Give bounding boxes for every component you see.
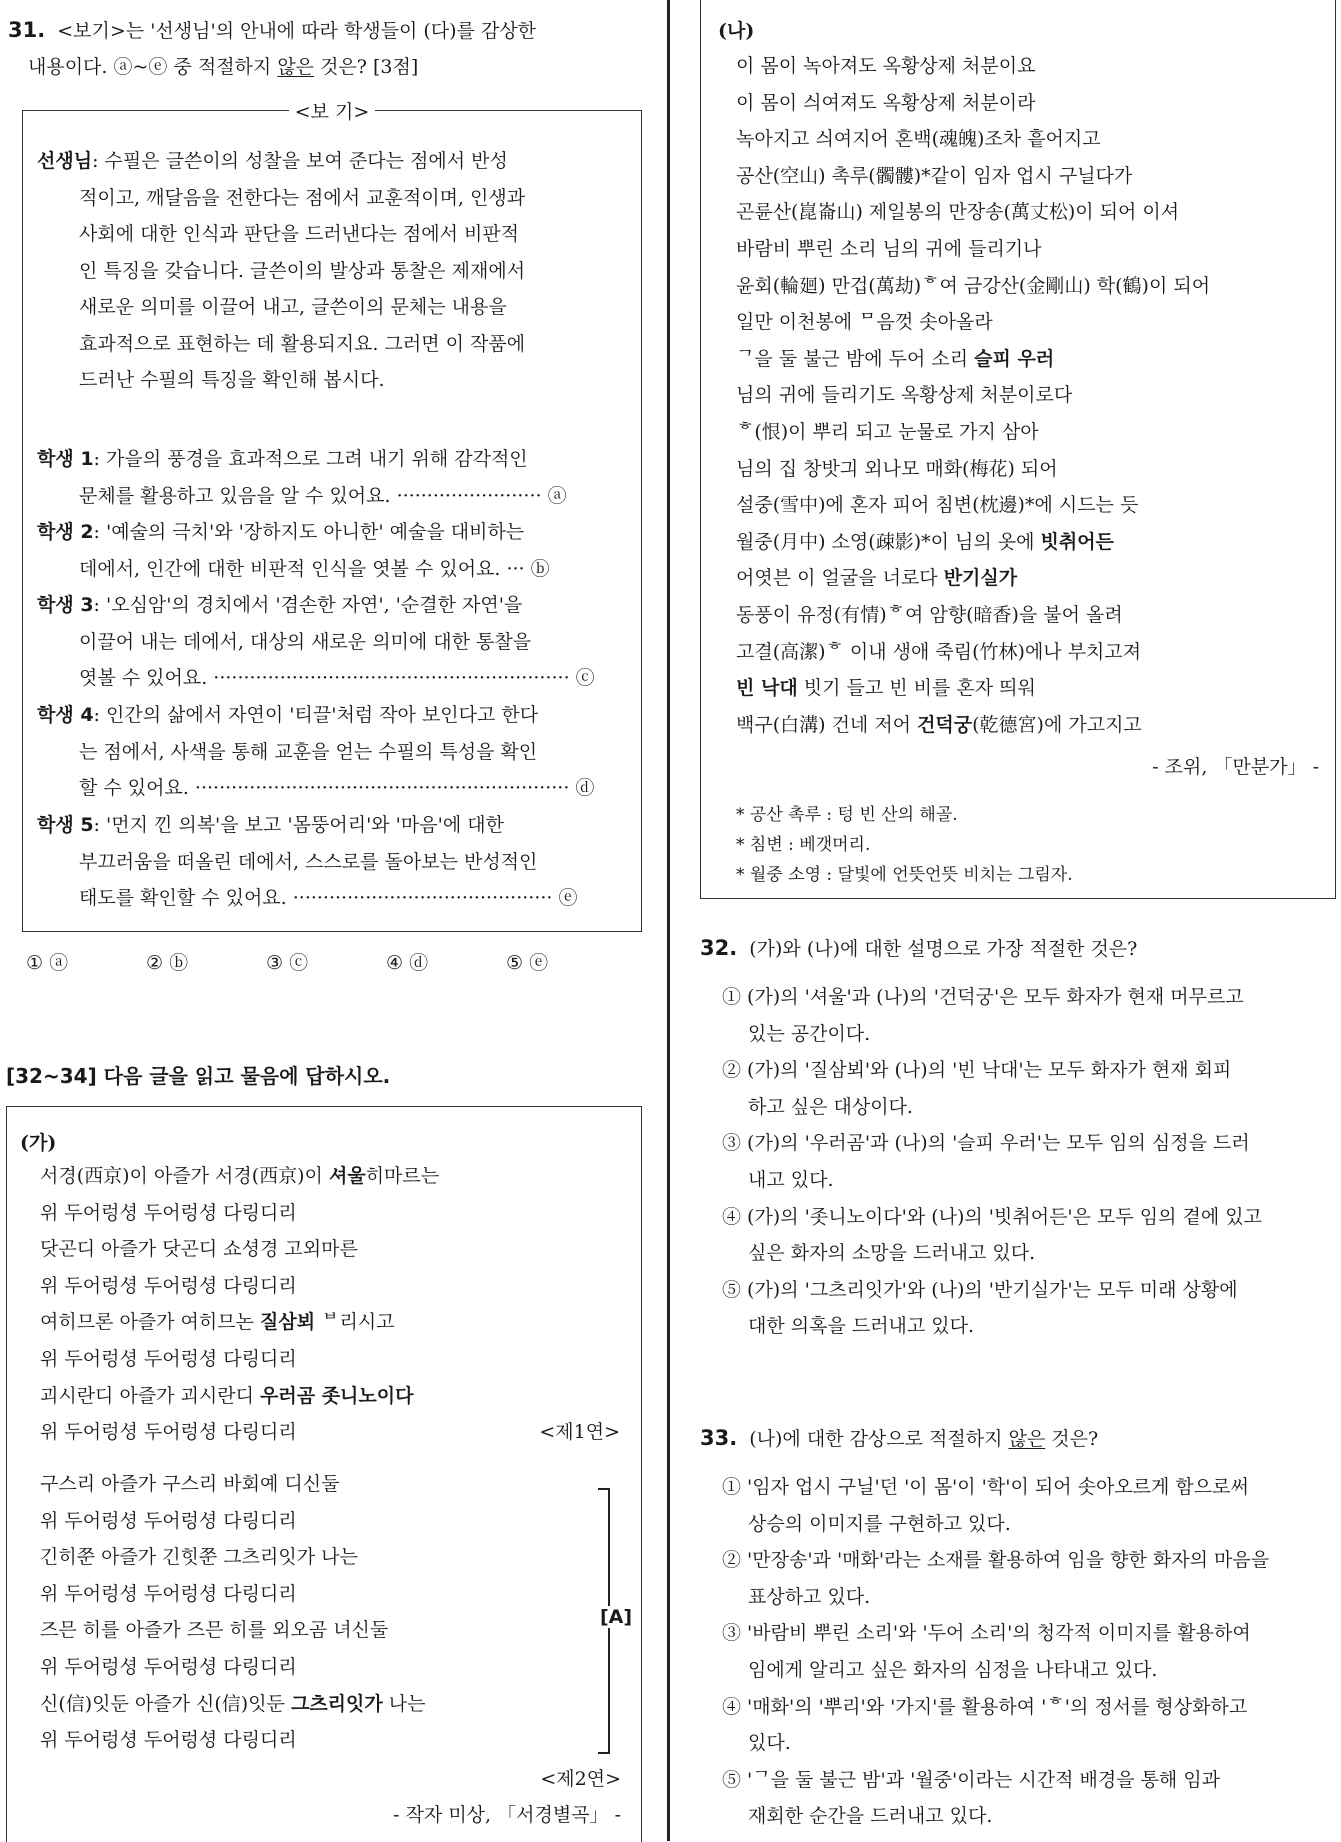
emphasis-underline: 않은 [277, 56, 315, 78]
option-3[interactable]: ③ (가)의 '우러곰'과 (나)의 '슬피 우러'는 모두 임의 심정을 드러 내고 있다. [722, 1132, 1250, 1191]
student-1 [37, 441, 627, 514]
poem-line: 고결(高潔)ᄒ 이내 생애 죽림(竹林)에나 부치고져 [736, 640, 1142, 663]
student-5 [37, 807, 627, 917]
poem-line: 위 두어렁셩 두어렁셩 다링디리 [40, 1655, 297, 1678]
student-label: 학생 5 [37, 814, 94, 836]
poem-line: 바람비 뿌린 소리 님의 귀에 들리기나 [736, 237, 1042, 260]
poem-line: 여히므론 아즐가 여히므논 질삼뵈 ᄇ리시고 [40, 1311, 395, 1334]
teacher-line: 새로운 의미를 이끌어 내고, 글쓴이의 문체는 내용을 [79, 296, 507, 318]
poem-line: 신(信)잇둔 아즐가 신(信)잇둔 그츠리잇가 나는 [40, 1692, 426, 1715]
student-label: 학생 3 [37, 594, 94, 616]
poem-line: ᄀ을 둘 불근 밤에 두어 소리 슬피 우러 [736, 347, 1055, 370]
stanza-tag: <제1연> [539, 1421, 620, 1444]
student-line: : '먼지 낀 의복'을 보고 '몸뚱어리'와 '마음'에 대한 [93, 814, 504, 836]
source-attribution: - 작자 미상, 「서경별곡」 - [393, 1804, 621, 1826]
teacher-speech [37, 143, 617, 399]
footnote: * 월중 소영 : 달빛에 언뜻언뜻 비치는 그림자. [736, 865, 1073, 885]
bogi-box [22, 101, 642, 932]
option-1[interactable]: ① (가)의 '셔울'과 (나)의 '건덕궁'은 모두 화자가 현재 머무르고 있는 공간이다. [722, 986, 1244, 1045]
poem-line: 님의 집 창밧긔 외나모 매화(梅花) 되어 [736, 457, 1058, 480]
poem-line: 님의 귀에 들리기도 옥황상제 처분이로다 [736, 384, 1073, 407]
poem-line: 위 두어렁셩 두어렁셩 다링디리 [40, 1347, 297, 1370]
option-4[interactable]: ④ '매화'의 '뿌리'와 '가지'를 활용하여 'ᄒ'의 정서를 형상화하고 있다. [722, 1695, 1248, 1755]
emphasis-underline: 않은 [1008, 1428, 1046, 1450]
option-3[interactable]: ③ '바람비 뿌린 소리'와 '두어 소리'의 청각적 이미지를 활용하여 임에게 알리고 싶은 화자의 심정을 나타내고 있다. [722, 1622, 1251, 1681]
student-line: : '예술의 극치'와 '장하지도 아니한' 예술을 대비하는 [93, 521, 525, 543]
question-stem: <보기>는 '선생님'의 안내에 따라 학생들이 (다)를 감상한 [57, 20, 537, 42]
student-line: : 인간의 삶에서 자연이 '티끌'처럼 작아 보인다고 한다 [93, 704, 539, 726]
question-31 [8, 12, 648, 85]
teacher-line: 효과적으로 표현하는 데 활용되지요. 그러면 이 작품에 [79, 332, 526, 355]
student-3 [37, 587, 627, 697]
poem-line: 즈믄 히를 아즐가 즈믄 히를 외오곰 녀신둘 [40, 1619, 389, 1642]
student-label: 학생 1 [37, 448, 94, 470]
poem-line: 위 두어렁셩 두어렁셩 다링디리 <제1연> [40, 1414, 620, 1451]
question-32 [700, 930, 1336, 1345]
poem-line: 녹아지고 싀여지어 혼백(魂魄)조차 흩어지고 [736, 128, 1101, 151]
choice-3[interactable]: ③ ⓒ [266, 952, 309, 974]
poem-line: 월중(月中) 소영(疎影)*이 님의 옷에 빗취어든 [736, 530, 1114, 553]
poem-line: ᄒ(恨)이 뿌리 되고 눈물로 가지 삼아 [736, 420, 1039, 443]
footnote: * 공산 촉루 : 텅 빈 산의 해골. [736, 805, 958, 825]
poem-line: 긴히쭌 아즐가 긴힛쭌 그츠리잇가 나는 [40, 1546, 358, 1569]
student-line: 데에서, 인간에 대한 비판적 인식을 엿볼 수 있어요. ··· ⓑ [79, 557, 550, 580]
poem-line: 이 몸이 녹아져도 옥황상제 처분이요 [736, 55, 1036, 77]
poem-line: 빈 낙대 빗기 들고 빈 비를 혼자 띄워 [736, 677, 1036, 700]
question-number: 32. [700, 936, 738, 960]
poem-line: 괴시란디 아즐가 괴시란디 우러곰 좃니노이다 [40, 1384, 414, 1407]
question-stem-part: 내용이다. ⓐ~ⓔ 중 적절하지 [28, 56, 278, 78]
column-divider [667, 0, 670, 1841]
poem-line: 구스리 아즐가 구스리 바회예 디신둘 [40, 1473, 340, 1495]
question-number: 33. [700, 1426, 738, 1450]
poem-line: 위 두어렁셩 두어렁셩 다링디리 [40, 1509, 297, 1532]
na-lines [736, 48, 1316, 743]
poem-line: 서경(西京)이 아즐가 서경(西京)이 셔울히마르는 [40, 1165, 440, 1187]
student-label: 학생 2 [37, 521, 94, 543]
poem-line: 위 두어렁셩 두어렁셩 다링디리 [40, 1729, 297, 1752]
question-stem: (나)에 대한 감상으로 적절하지 않은 것은? [749, 1428, 1099, 1450]
option-2[interactable]: ② (가)의 '질삼뵈'와 (나)의 '빈 낙대'는 모두 화자가 현재 회피 하고 싶은 대상이다. [722, 1059, 1232, 1118]
student-line: 문체를 활용하고 있음을 알 수 있어요. ························ ⓐ [79, 484, 567, 507]
poem-line: 곤륜산(崑崙山) 제일봉의 만장송(萬丈松)이 되어 이셔 [736, 201, 1180, 224]
student-line: 부끄러움을 떠올린 데에서, 스스로를 돌아보는 반성적인 [79, 850, 538, 873]
bogi-title: <보 기> [23, 97, 641, 124]
teacher-line: : 수필은 글쓴이의 성찰을 보여 준다는 점에서 반성 [92, 150, 508, 172]
poem-line: 동풍이 유정(有情)ᄒ여 암향(暗香)을 불어 올려 [736, 603, 1123, 626]
source-attribution: - 조위, 「만분가」 - [1152, 756, 1319, 778]
student-2 [37, 514, 627, 587]
choice-4[interactable]: ④ ⓓ [386, 952, 429, 974]
passage-na-label: (나) [718, 20, 755, 42]
poem-line: 어엿븐 이 얼굴을 너로다 반기실가 [736, 567, 1018, 590]
student-line: 할 수 있어요. ······························································ ⓓ [79, 777, 595, 799]
option-2[interactable]: ② '만장송'과 '매화'라는 소재를 활용하여 임을 향한 화자의 마음을 표상하고 있다. [722, 1549, 1270, 1608]
student-4 [37, 697, 627, 807]
poem-line: 공산(空山) 촉루(髑髏)*같이 임자 업시 구닐다가 [736, 164, 1133, 187]
student-line: 이끌어 내는 데에서, 대상의 새로운 의미에 대한 통찰을 [79, 630, 532, 653]
option-4[interactable]: ④ (가)의 '좃니노이다'와 (나)의 '빗취어든'은 모두 임의 곁에 있고 싶은 화자의 소망을 드러내고 있다. [722, 1205, 1263, 1265]
poem-line: 위 두어렁셩 두어렁셩 다링디리 [40, 1274, 297, 1297]
teacher-line: 적이고, 깨달음을 전한다는 점에서 교훈적이며, 인생과 [79, 186, 526, 209]
question-number: 31. [8, 18, 46, 42]
passage-ga-label: (가) [20, 1132, 57, 1154]
option-1[interactable]: ① '임자 업시 구닐'던 '이 몸'이 '학'이 되어 솟아오르게 함으로써 상승의 이미지를 구현하고 있다. [722, 1476, 1249, 1535]
teacher-line: 사회에 대한 인식과 판단을 드러낸다는 점에서 비판적 [79, 223, 520, 245]
student-line: : 가을의 풍경을 효과적으로 그려 내기 위해 감각적인 [93, 448, 528, 470]
poem-line: 일만 이천봉에 ᄆ음껏 솟아올라 [736, 311, 993, 334]
student-label: 학생 4 [37, 704, 94, 726]
teacher-line: 인 특징을 갖습니다. 글쓴이의 발상과 통찰은 제재에서 [79, 259, 526, 282]
student-line: : '오심암'의 경치에서 '겸손한 자연', '순결한 자연'을 [93, 594, 523, 616]
poem-line: 위 두어렁셩 두어렁셩 다링디리 [40, 1201, 297, 1224]
footnotes [736, 800, 1073, 890]
ga-stanza-1 [40, 1158, 620, 1451]
poem-line: 위 두어렁셩 두어렁셩 다링디리 [40, 1582, 297, 1605]
poem-line: 설중(雪中)에 혼자 피어 침변(枕邊)*에 시드는 듯 [736, 494, 1139, 517]
question-stem-part: 것은? [3점] [314, 56, 419, 78]
question-33 [700, 1420, 1336, 1835]
poem-line: 윤회(輪廻) 만겁(萬劫)ᄒ여 금강산(金剛山) 학(鶴)이 되어 [736, 274, 1211, 297]
option-5[interactable]: ⑤ 'ᄀ을 둘 불근 밤'과 '월중'이라는 시간적 배경을 통해 임과 재회한 순간을 드러내고 있다. [722, 1768, 1221, 1828]
teacher-label: 선생님 [37, 150, 93, 172]
ga-stanza-2 [40, 1466, 620, 1759]
footnote: * 침변 : 베갯머리. [736, 835, 871, 855]
teacher-line: 드러난 수필의 특징을 확인해 봅시다. [79, 369, 385, 391]
section-heading: [32~34] 다음 글을 읽고 물음에 답하시오. [6, 1064, 391, 1088]
q31-choices [26, 948, 626, 975]
poem-line: 이 몸이 싀여져도 옥황상제 처분이라 [736, 91, 1036, 114]
bracket-a-label: [A] [600, 1606, 633, 1628]
poem-line: 백구(白溝) 건네 저어 건덕궁(乾德宮)에 가고지고 [736, 713, 1142, 736]
poem-line: 닷곤디 아즐가 닷곤디 쇼셩경 고외마른 [40, 1238, 358, 1261]
choice-5[interactable]: ⑤ ⓔ [506, 952, 549, 974]
question-stem: (가)와 (나)에 대한 설명으로 가장 적절한 것은? [749, 938, 1138, 960]
stanza-tag: <제2연> [540, 1768, 621, 1790]
student-line: 는 점에서, 사색을 통해 교훈을 얻는 수필의 특성을 확인 [79, 740, 538, 763]
student-line: 태도를 확인할 수 있어요. ··········································· ⓔ [79, 887, 578, 909]
student-line: 엿볼 수 있어요. ··························································· ⓒ [79, 667, 595, 689]
option-5[interactable]: ⑤ (가)의 '그츠리잇가'와 (나)의 '반기실가'는 모두 미래 상황에 대한 의혹을 드러내고 있다. [722, 1278, 1238, 1338]
choice-1[interactable]: ① ⓐ [26, 952, 69, 974]
choice-2[interactable]: ② ⓑ [146, 952, 189, 974]
